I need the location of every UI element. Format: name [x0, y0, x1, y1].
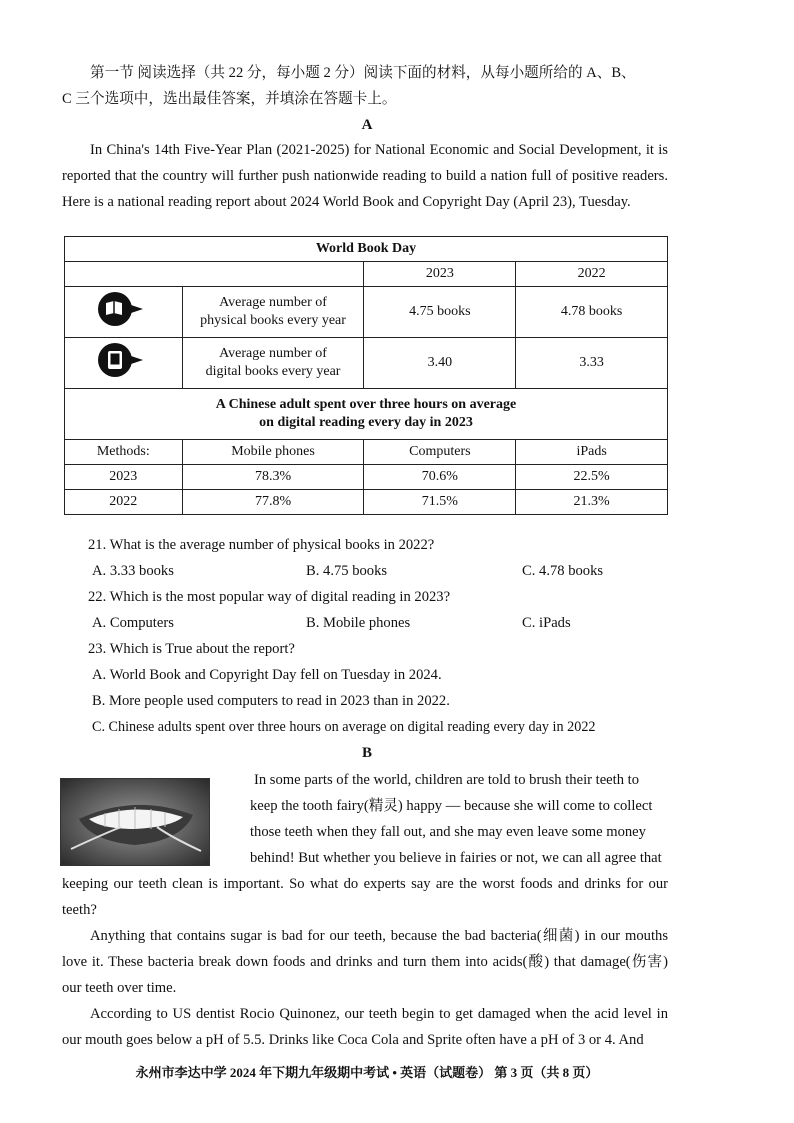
row-2023-ipads: 22.5%: [516, 465, 668, 490]
table-title: World Book Day: [65, 237, 668, 262]
row-2023-year: 2023: [65, 465, 183, 490]
row-2022-mobile: 77.8%: [182, 490, 364, 515]
row2-label-line1: Average number of: [219, 346, 327, 361]
question-21: 21. What is the average number of physical books in 2022?: [88, 537, 435, 553]
row-2022-year: 2022: [65, 490, 183, 515]
tablet-arrow-icon: [95, 340, 151, 380]
q21-option-c: C. 4.78 books: [522, 563, 604, 579]
section-b-paragraph-2: Anything that contains sugar is bad for our teeth, because the bad bacteria(细菌) in our mouths love it. These bacteria break down foods and drinks and turn them into acids(酸) that damage(伤害) our teeth over time.: [62, 928, 668, 996]
q23-option-a: A. World Book and Copyright Day fell on Tuesday in 2024.: [92, 667, 442, 683]
book-arrow-icon: [95, 289, 151, 329]
section-b-paragraph-3: According to US dentist Rocio Quinonez, our teeth begin to get damaged when the acid level in our mouth goes below a pH of 5.5. Drinks like Coca Cola and Sprite often have a pH of 3 or 4. And: [62, 1006, 668, 1048]
row-2022-computers: 71.5%: [364, 490, 516, 515]
row1-label: [182, 287, 364, 338]
section-a-heading: A: [361, 117, 373, 133]
q23-option-c: C. Chinese adults spent over three hours on average on digital reading every day in 2022: [92, 719, 596, 735]
row2-label: [182, 338, 364, 389]
intro-line-2: C 三个选项中，选出最佳答案，并填涂在答题卡上。: [62, 91, 397, 107]
row2-value-2023: 3.40: [364, 338, 516, 389]
intro-line-1: 第一节 阅读选择（共 22 分，每小题 2 分）阅读下面的材料，从每小题所给的 A、B、: [90, 65, 636, 81]
method-computers: Computers: [364, 440, 516, 465]
q22-option-c: C. iPads: [522, 615, 571, 631]
section-a-paragraph: In China's 14th Five-Year Plan (2021-2025) for National Economic and Social Development, it is reported that the country will further push nationwide reading to build a nation full of positive readers. Here is a national reading report about 2024 World Book and Copyright Day (April 23), Tuesday.: [62, 142, 668, 210]
section-b-wrap-line2: keep the tooth fairy(精灵) happy — because she will come to collect: [250, 798, 653, 814]
q22-option-a: A. Computers: [92, 615, 174, 631]
q21-option-b: B. 4.75 books: [306, 563, 388, 579]
row1-value-2022: 4.78 books: [516, 287, 668, 338]
reading-report-table: [64, 236, 668, 515]
row1-icon-cell: [65, 287, 183, 338]
page-footer: 永州市李达中学 2024 年下期九年级期中考试 • 英语（试题卷） 第 3 页（共 8 页）: [135, 1065, 599, 1080]
section-b-continuation: keeping our teeth clean is important. So what do experts say are the worst foods and drinks for our teeth?: [62, 876, 668, 918]
q22-option-b: B. Mobile phones: [306, 615, 411, 631]
method-mobile: Mobile phones: [182, 440, 364, 465]
row2-icon-cell: [65, 338, 183, 389]
row1-value-2023: 4.75 books: [364, 287, 516, 338]
header-year-2022: 2022: [516, 262, 668, 287]
table-note-line1: A Chinese adult spent over three hours on average: [215, 397, 517, 412]
methods-label: Methods:: [65, 440, 183, 465]
header-year-2023: 2023: [364, 262, 516, 287]
section-b-heading: B: [361, 745, 372, 761]
section-b-wrap-line3: those teeth when they fall out, and she may even leave some money: [250, 824, 646, 840]
row2-label-line2: digital books every year: [205, 364, 341, 379]
q23-option-b: B. More people used computers to read in 2023 than in 2022.: [92, 693, 450, 709]
table-note: [65, 389, 668, 440]
row1-label-line2: physical books every year: [200, 313, 346, 328]
q21-option-a: A. 3.33 books: [92, 563, 174, 579]
smiling-teeth-photo: [60, 778, 210, 866]
section-b-wrap-line1: In some parts of the world, children are told to brush their teeth to: [254, 772, 640, 788]
row2-value-2022: 3.33: [516, 338, 668, 389]
table-empty-header: [65, 262, 364, 287]
row-2023-mobile: 78.3%: [182, 465, 364, 490]
row-2022-ipads: 21.3%: [516, 490, 668, 515]
question-23: 23. Which is True about the report?: [88, 641, 295, 657]
row1-label-line1: Average number of: [219, 295, 327, 310]
method-ipads: iPads: [516, 440, 668, 465]
section-b-wrap-line4: behind! But whether you believe in fairies or not, we can all agree that: [250, 850, 662, 866]
table-note-line2: on digital reading every day in 2023: [259, 415, 473, 430]
row-2023-computers: 70.6%: [364, 465, 516, 490]
question-22: 22. Which is the most popular way of digital reading in 2023?: [88, 589, 451, 605]
